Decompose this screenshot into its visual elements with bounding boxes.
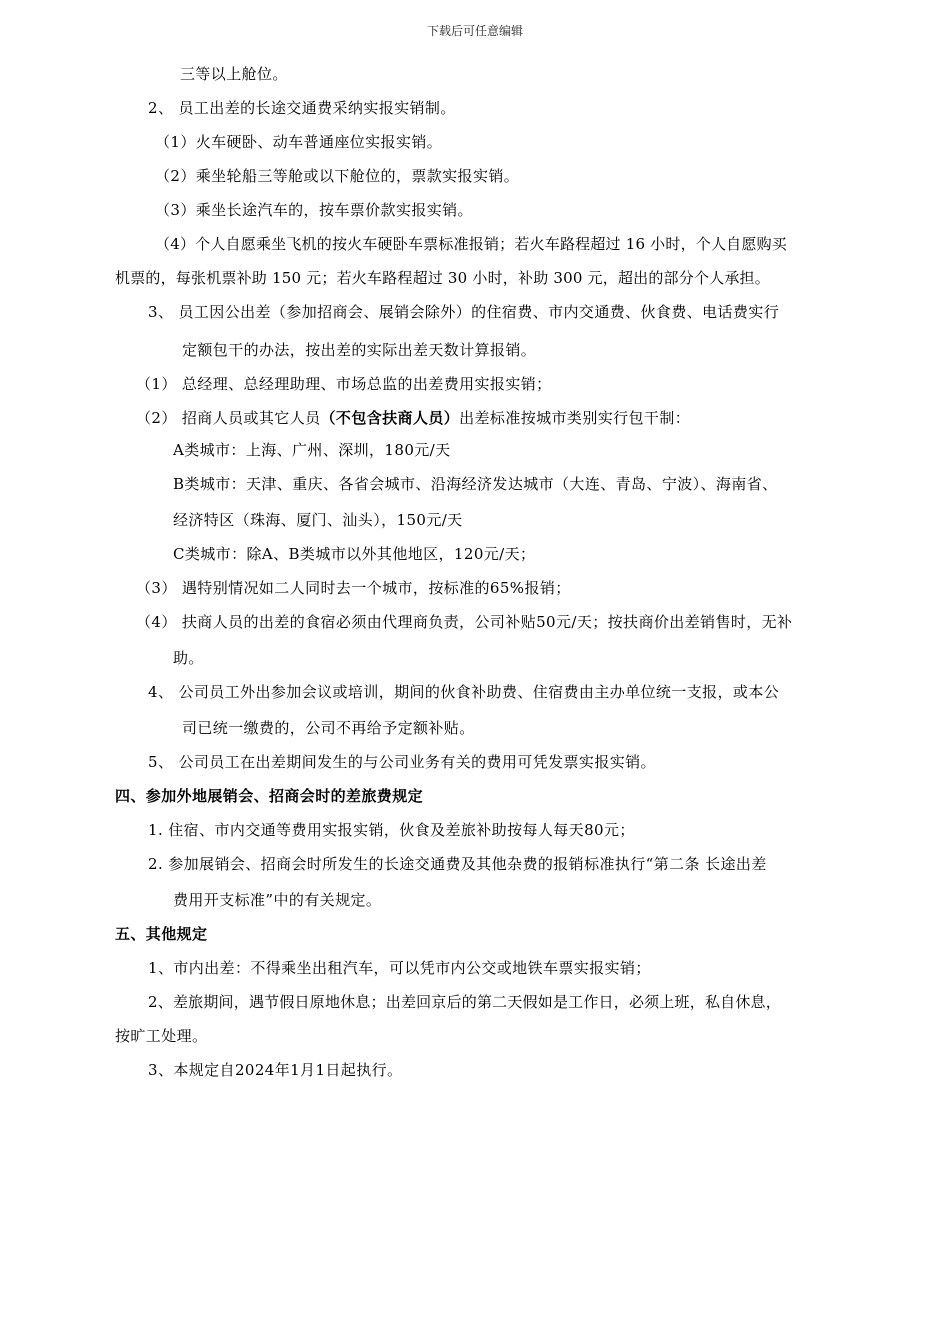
list-item-text: （2） 招商人员或其它人员 — [136, 409, 321, 427]
list-item: 2、差旅期间，遇节假日原地休息；出差回京后的第二天假如是工作日，必须上班，私自休息， — [148, 993, 781, 1011]
section-heading-5: 五、其他规定 — [115, 925, 208, 943]
text-line: 定额包干的办法，按出差的实际出差天数计算报销。 — [182, 341, 537, 359]
text-line: 按旷工处理。 — [115, 1027, 208, 1045]
list-item: （4）个人自愿乘坐飞机的按火车硬卧车票标准报销；若火车路程超过 16 小时，个人自愿购买 — [155, 235, 787, 253]
section-heading-4: 四、参加外地展销会、招商会时的差旅费规定 — [115, 787, 424, 805]
list-item: 3、 员工因公出差（参加招商会、展销会除外）的住宿费、市内交通费、伙食费、电话费实行 — [148, 303, 780, 321]
list-item: （3）乘坐长途汽车的，按车票价款实报实销。 — [155, 201, 473, 219]
list-item: 2. 参加展销会、招商会时所发生的长途交通费及其他杂费的报销标准执行“第二条 长途出差 — [148, 855, 767, 873]
list-item: 3、本规定自2024年1月1日起执行。 — [148, 1061, 403, 1079]
city-category-c: C类城市：除A、B类城市以外其他地区，120元/天； — [173, 545, 536, 563]
text-line: 经济特区（珠海、厦门、汕头），150元/天 — [173, 511, 463, 529]
text-line: 费用开支标准”中的有关规定。 — [173, 891, 382, 909]
list-item: （1）火车硬卧、动车普通座位实报实销。 — [155, 133, 443, 151]
list-item: 1、市内出差：不得乘坐出租汽车，可以凭市内公交或地铁车票实报实销； — [148, 959, 651, 977]
text-line: 三等以上舱位。 — [180, 65, 288, 83]
city-category-a: A类城市：上海、广州、深圳，180元/天 — [173, 441, 451, 459]
list-item: 1. 住宿、市内交通等费用实报实销，伙食及差旅补助按每人每天80元； — [148, 821, 635, 839]
text-line: 机票的，每张机票补助 150 元；若火车路程超过 30 小时，补助 300 元，超出的部分个人承担。 — [115, 269, 770, 287]
page-header: 下载后可任意编辑 — [426, 24, 523, 38]
list-item: （3） 遇特别情况如二人同时去一个城市，按标准的65%报销； — [136, 579, 571, 597]
list-item — [136, 408, 690, 428]
list-item: 4、 公司员工外出参加会议或培训，期间的伙食补助费、住宿费由主办单位统一支报，或本公 — [148, 683, 780, 701]
text-line: 助。 — [173, 649, 204, 667]
text-line: 司已统一缴费的，公司不再给予定额补贴。 — [182, 719, 475, 737]
list-item: （1） 总经理、总经理助理、市场总监的出差费用实报实销； — [136, 375, 552, 393]
list-item: 2、 员工出差的长途交通费采纳实报实销制。 — [148, 99, 456, 117]
city-category-b: B类城市：天津、重庆、各省会城市、沿海经济发达城市（大连、青岛、宁波）、海南省、 — [173, 475, 778, 493]
list-item-text: 出差标准按城市类别实行包干制： — [459, 409, 691, 427]
list-item: （2）乘坐轮船三等舱或以下舱位的，票款实报实销。 — [155, 167, 520, 185]
list-item: （4） 扶商人员的出差的食宿必须由代理商负责，公司补贴50元/天；按扶商价出差销售时，无补 — [136, 613, 793, 631]
list-item: 5、 公司员工在出差期间发生的与公司业务有关的费用可凭发票实报实销。 — [148, 753, 656, 771]
bold-note: （不包含扶商人员） — [320, 409, 460, 427]
